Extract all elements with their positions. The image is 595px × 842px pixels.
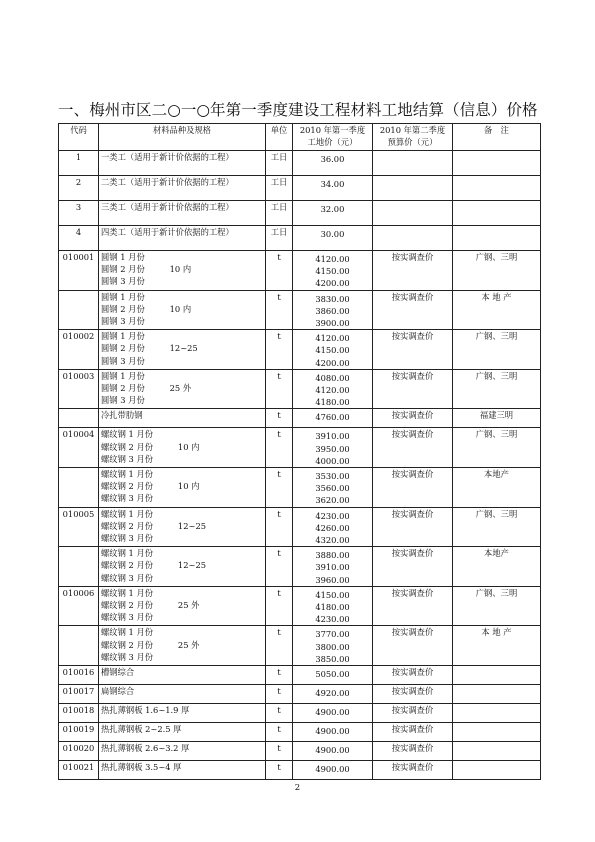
row-q1-price: 3880.00 3910.00 3960.00 <box>293 547 373 587</box>
row-spec: 槽钢综合 <box>99 666 266 685</box>
row-spec: 热扎薄钢板 2~2.5 厚 <box>99 723 266 742</box>
row-code: 010018 <box>59 704 99 723</box>
header-unit: 单位 <box>266 124 293 151</box>
row-note: 广钢、三明 <box>453 586 541 626</box>
row-q2-price: 按实调查价 <box>373 586 453 626</box>
row-note <box>453 742 541 761</box>
row-unit: t <box>266 704 293 723</box>
table-row <box>59 330 541 370</box>
row-note: 福建三明 <box>453 409 541 428</box>
table-row <box>59 468 541 508</box>
header-spec: 材料品种及规格 <box>99 124 266 151</box>
row-q2-price <box>373 226 453 251</box>
row-q2-price <box>373 151 453 176</box>
row-q2-price: 按实调查价 <box>373 626 453 666</box>
row-code: 3 <box>59 201 99 226</box>
row-code: 010005 <box>59 507 99 547</box>
row-q2-price: 按实调查价 <box>373 761 453 780</box>
row-spec: 三类工（适用于新计价依据的工程） <box>99 201 266 226</box>
row-q1-price: 4920.00 <box>293 685 373 704</box>
row-unit: t <box>266 626 293 666</box>
row-q1-price: 3770.00 3800.00 3850.00 <box>293 626 373 666</box>
row-q2-price: 按实调查价 <box>373 428 453 468</box>
row-q2-price <box>373 176 453 201</box>
table-row <box>59 626 541 666</box>
row-note: 广钢、三明 <box>453 507 541 547</box>
table-row <box>59 151 541 176</box>
row-code <box>59 626 99 666</box>
row-spec: 四类工（适用于新计价依据的工程） <box>99 226 266 251</box>
row-note <box>453 704 541 723</box>
row-q1-price: 4120.00 4150.00 4200.00 <box>293 330 373 370</box>
table-row <box>59 666 541 685</box>
row-spec: 圆钢 1 月份 圆钢 2 月份 10 内 圆钢 3 月份 <box>99 251 266 291</box>
row-unit: t <box>266 723 293 742</box>
row-unit: 工日 <box>266 151 293 176</box>
table-body <box>59 151 541 780</box>
row-unit: t <box>266 685 293 704</box>
table-row <box>59 761 541 780</box>
row-note <box>453 226 541 251</box>
page-title: 一、梅州市区二○一○年第一季度建设工程材料工地结算（信息）价格 <box>58 101 538 119</box>
row-q2-price: 按实调查价 <box>373 330 453 370</box>
price-table <box>58 123 541 780</box>
table-row <box>59 409 541 428</box>
row-q1-price: 4150.00 4180.00 4230.00 <box>293 586 373 626</box>
row-q2-price: 按实调查价 <box>373 468 453 508</box>
row-spec: 热扎薄钢板 3.5~4 厚 <box>99 761 266 780</box>
row-q1-price: 34.00 <box>293 176 373 201</box>
table-row <box>59 226 541 251</box>
row-q1-price: 32.00 <box>293 201 373 226</box>
row-code: 010019 <box>59 723 99 742</box>
row-unit: 工日 <box>266 201 293 226</box>
row-q1-price: 3530.00 3560.00 3620.00 <box>293 468 373 508</box>
row-note <box>453 685 541 704</box>
table-row <box>59 290 541 330</box>
row-q2-price: 按实调查价 <box>373 547 453 587</box>
row-spec: 螺纹钢 1 月份 螺纹钢 2 月份 25 外 螺纹钢 3 月份 <box>99 626 266 666</box>
row-q1-price: 4760.00 <box>293 409 373 428</box>
row-q2-price: 按实调查价 <box>373 666 453 685</box>
row-unit: 工日 <box>266 176 293 201</box>
row-spec: 螺纹钢 1 月份 螺纹钢 2 月份 25 外 螺纹钢 3 月份 <box>99 586 266 626</box>
row-spec: 圆钢 1 月份 圆钢 2 月份 10 内 圆钢 3 月份 <box>99 290 266 330</box>
row-note <box>453 151 541 176</box>
row-unit: t <box>266 369 293 409</box>
row-q1-price: 4900.00 <box>293 704 373 723</box>
row-code <box>59 290 99 330</box>
table-row <box>59 176 541 201</box>
row-q1-price: 30.00 <box>293 226 373 251</box>
table-row <box>59 547 541 587</box>
row-q1-price: 4230.00 4260.00 4320.00 <box>293 507 373 547</box>
table-row <box>59 251 541 291</box>
table-row <box>59 742 541 761</box>
row-note: 广钢、三明 <box>453 369 541 409</box>
row-code: 010004 <box>59 428 99 468</box>
row-q2-price: 按实调查价 <box>373 290 453 330</box>
row-unit: t <box>266 666 293 685</box>
row-unit: t <box>266 409 293 428</box>
row-note: 广钢、三明 <box>453 251 541 291</box>
row-q1-price: 4900.00 <box>293 723 373 742</box>
row-code: 010001 <box>59 251 99 291</box>
row-unit: t <box>266 507 293 547</box>
row-q1-price: 4900.00 <box>293 742 373 761</box>
table-row <box>59 507 541 547</box>
row-unit: t <box>266 586 293 626</box>
table-row <box>59 723 541 742</box>
row-code: 010021 <box>59 761 99 780</box>
row-code: 010002 <box>59 330 99 370</box>
row-spec: 圆钢 1 月份 圆钢 2 月份 25 外 圆钢 3 月份 <box>99 369 266 409</box>
row-note <box>453 201 541 226</box>
row-spec: 热扎薄钢板 1.6~1.9 厚 <box>99 704 266 723</box>
row-q1-price: 4900.00 <box>293 761 373 780</box>
row-unit: 工日 <box>266 226 293 251</box>
row-q1-price: 36.00 <box>293 151 373 176</box>
row-spec: 冷扎带肋钢 <box>99 409 266 428</box>
row-note <box>453 723 541 742</box>
row-spec: 螺纹钢 1 月份 螺纹钢 2 月份 10 内 螺纹钢 3 月份 <box>99 468 266 508</box>
header-q2-price: 2010 年第二季度 预算价（元） <box>373 124 453 151</box>
row-q2-price: 按实调查价 <box>373 704 453 723</box>
row-q1-price: 5050.00 <box>293 666 373 685</box>
row-q1-price: 3830.00 3860.00 3900.00 <box>293 290 373 330</box>
row-code <box>59 409 99 428</box>
row-q1-price: 4080.00 4120.00 4180.00 <box>293 369 373 409</box>
row-note <box>453 666 541 685</box>
row-note: 本地产 <box>453 547 541 587</box>
row-code: 010003 <box>59 369 99 409</box>
row-q2-price: 按实调查价 <box>373 723 453 742</box>
row-q2-price: 按实调查价 <box>373 507 453 547</box>
table-row <box>59 586 541 626</box>
row-unit: t <box>266 330 293 370</box>
row-spec: 圆钢 1 月份 圆钢 2 月份 12~25 圆钢 3 月份 <box>99 330 266 370</box>
header-note: 备 注 <box>453 124 541 151</box>
row-code: 010016 <box>59 666 99 685</box>
row-code: 010017 <box>59 685 99 704</box>
row-spec: 热扎薄钢板 2.6~3.2 厚 <box>99 742 266 761</box>
row-q1-price: 3910.00 3950.00 4000.00 <box>293 428 373 468</box>
row-unit: t <box>266 428 293 468</box>
row-q2-price: 按实调查价 <box>373 369 453 409</box>
row-spec: 螺纹钢 1 月份 螺纹钢 2 月份 12~25 螺纹钢 3 月份 <box>99 507 266 547</box>
row-q2-price: 按实调查价 <box>373 742 453 761</box>
row-unit: t <box>266 742 293 761</box>
header-q1-price: 2010 年第一季度 工地价（元） <box>293 124 373 151</box>
row-code: 2 <box>59 176 99 201</box>
row-q2-price: 按实调查价 <box>373 251 453 291</box>
row-note: 本 地 产 <box>453 626 541 666</box>
row-note <box>453 176 541 201</box>
row-unit: t <box>266 468 293 508</box>
row-unit: t <box>266 251 293 291</box>
row-spec: 一类工（适用于新计价依据的工程） <box>99 151 266 176</box>
row-code <box>59 468 99 508</box>
table-row <box>59 685 541 704</box>
row-note <box>453 761 541 780</box>
row-note: 本地产 <box>453 468 541 508</box>
row-code <box>59 547 99 587</box>
row-unit: t <box>266 761 293 780</box>
row-note: 广钢、三明 <box>453 428 541 468</box>
row-q2-price: 按实调查价 <box>373 409 453 428</box>
row-q2-price: 按实调查价 <box>373 685 453 704</box>
row-note: 广钢、三明 <box>453 330 541 370</box>
page-number: 2 <box>294 783 301 793</box>
row-code: 1 <box>59 151 99 176</box>
table-row <box>59 704 541 723</box>
header-code: 代码 <box>59 124 99 151</box>
row-spec: 二类工（适用于新计价依据的工程） <box>99 176 266 201</box>
row-spec: 螺纹钢 1 月份 螺纹钢 2 月份 12~25 螺纹钢 3 月份 <box>99 547 266 587</box>
table-row <box>59 201 541 226</box>
row-spec: 螺纹钢 1 月份 螺纹钢 2 月份 10 内 螺纹钢 3 月份 <box>99 428 266 468</box>
row-unit: t <box>266 290 293 330</box>
table-row <box>59 428 541 468</box>
row-code: 4 <box>59 226 99 251</box>
table-header <box>59 124 541 151</box>
row-q2-price <box>373 201 453 226</box>
row-note: 本 地 产 <box>453 290 541 330</box>
row-q1-price: 4120.00 4150.00 4200.00 <box>293 251 373 291</box>
row-code: 010006 <box>59 586 99 626</box>
row-spec: 扁钢综合 <box>99 685 266 704</box>
row-unit: t <box>266 547 293 587</box>
row-code: 010020 <box>59 742 99 761</box>
table-row <box>59 369 541 409</box>
